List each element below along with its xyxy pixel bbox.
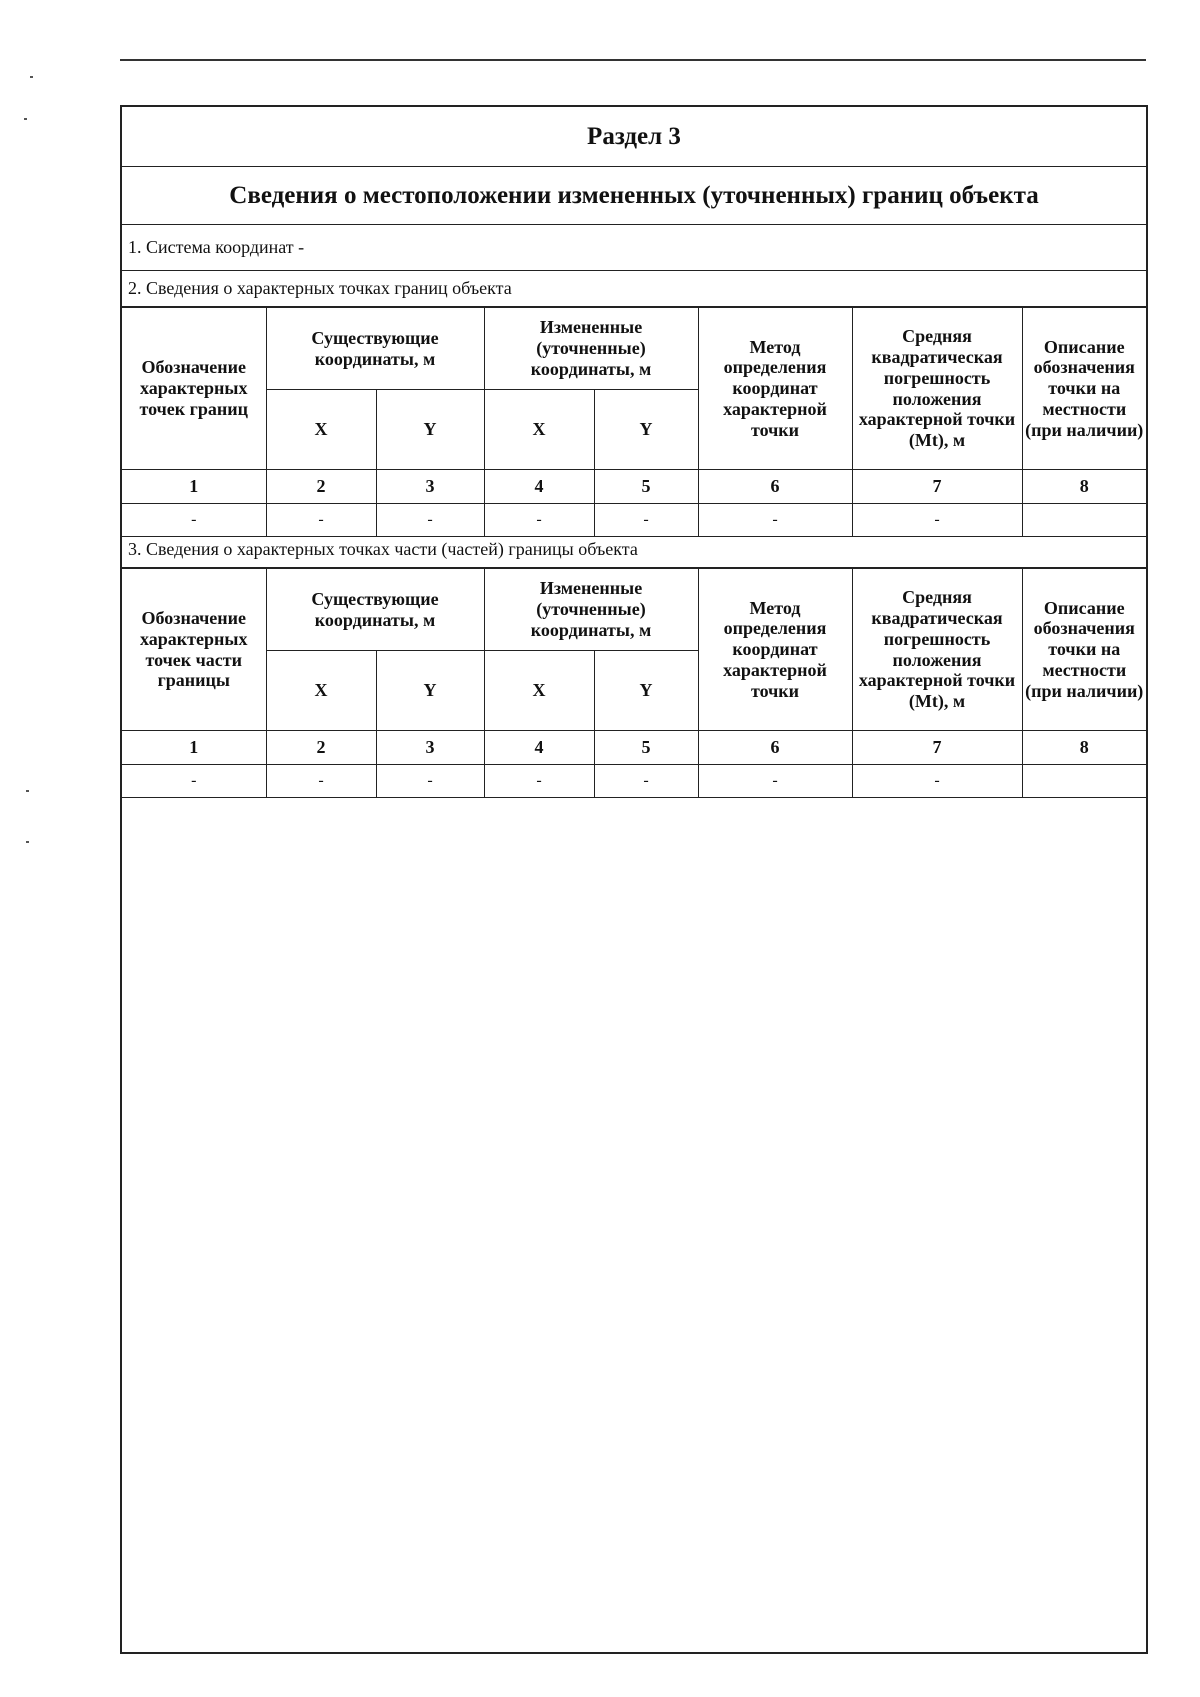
scan-speck	[26, 841, 29, 843]
header-changed-coordinates: Измененные (уточненные) координаты, м	[484, 569, 698, 651]
block3-table	[122, 568, 1146, 798]
table-cell: -	[594, 504, 698, 537]
table-cell: -	[376, 504, 484, 537]
document-frame	[120, 105, 1148, 1654]
column-number: 5	[594, 470, 698, 504]
table-cell: -	[376, 765, 484, 798]
header-changed-y: Y	[594, 651, 698, 731]
header-mean-error: Средняя квадратическая погрешность положения характерной точки (Mt), м	[852, 569, 1022, 731]
header-mean-error: Средняя квадратическая погрешность положения характерной точки (Mt), м	[852, 308, 1022, 470]
column-number: 7	[852, 731, 1022, 765]
header-existing-y: Y	[376, 651, 484, 731]
header-existing-x: X	[266, 390, 376, 470]
column-number: 4	[484, 470, 594, 504]
header-method: Метод определения координат характерной точки	[698, 308, 852, 470]
table-cell: -	[122, 765, 266, 798]
header-description: Описание обозначения точки на местности (при наличии)	[1022, 569, 1146, 731]
section-title: Раздел 3	[122, 107, 1146, 167]
table-cell: -	[484, 765, 594, 798]
header-changed-x: X	[484, 651, 594, 731]
header-method: Метод определения координат характерной точки	[698, 569, 852, 731]
scan-speck	[26, 790, 29, 792]
header-existing-coordinates: Существующие координаты, м	[266, 308, 484, 390]
column-number: 3	[376, 470, 484, 504]
table-cell: -	[852, 765, 1022, 798]
header-designation: Обозначение характерных точек части границы	[122, 569, 266, 731]
block3-title: 3. Сведения о характерных точках части (частей) границы объекта	[122, 532, 1146, 568]
column-number: 5	[594, 731, 698, 765]
table-cell	[1022, 765, 1146, 798]
block2-title: 2. Сведения о характерных точках границ объекта	[122, 271, 1146, 307]
header-changed-x: X	[484, 390, 594, 470]
header-changed-coordinates: Измененные (уточненные) координаты, м	[484, 308, 698, 390]
top-rule	[120, 59, 1146, 61]
header-existing-x: X	[266, 651, 376, 731]
column-number: 2	[266, 470, 376, 504]
table-cell: -	[484, 504, 594, 537]
main-heading: Сведения о местоположении измененных (уточненных) границ объекта	[122, 167, 1146, 225]
column-number: 6	[698, 470, 852, 504]
column-number: 1	[122, 731, 266, 765]
column-number: 7	[852, 470, 1022, 504]
column-number: 4	[484, 731, 594, 765]
block2-table	[122, 307, 1146, 537]
table-cell: -	[594, 765, 698, 798]
column-number: 8	[1022, 731, 1146, 765]
scan-speck	[30, 76, 33, 78]
table-cell: -	[266, 765, 376, 798]
column-number: 2	[266, 731, 376, 765]
table-cell: -	[852, 504, 1022, 537]
scan-speck	[24, 118, 27, 120]
column-number: 6	[698, 731, 852, 765]
coordinate-system-line: 1. Система координат -	[122, 225, 1146, 271]
header-existing-y: Y	[376, 390, 484, 470]
header-designation: Обозначение характерных точек границ	[122, 308, 266, 470]
table-cell: -	[266, 504, 376, 537]
table-cell: -	[698, 765, 852, 798]
table-cell: -	[122, 504, 266, 537]
column-number: 8	[1022, 470, 1146, 504]
column-number: 1	[122, 470, 266, 504]
header-description: Описание обозначения точки на местности (при наличии)	[1022, 308, 1146, 470]
column-number: 3	[376, 731, 484, 765]
table-cell: -	[698, 504, 852, 537]
header-changed-y: Y	[594, 390, 698, 470]
header-existing-coordinates: Существующие координаты, м	[266, 569, 484, 651]
